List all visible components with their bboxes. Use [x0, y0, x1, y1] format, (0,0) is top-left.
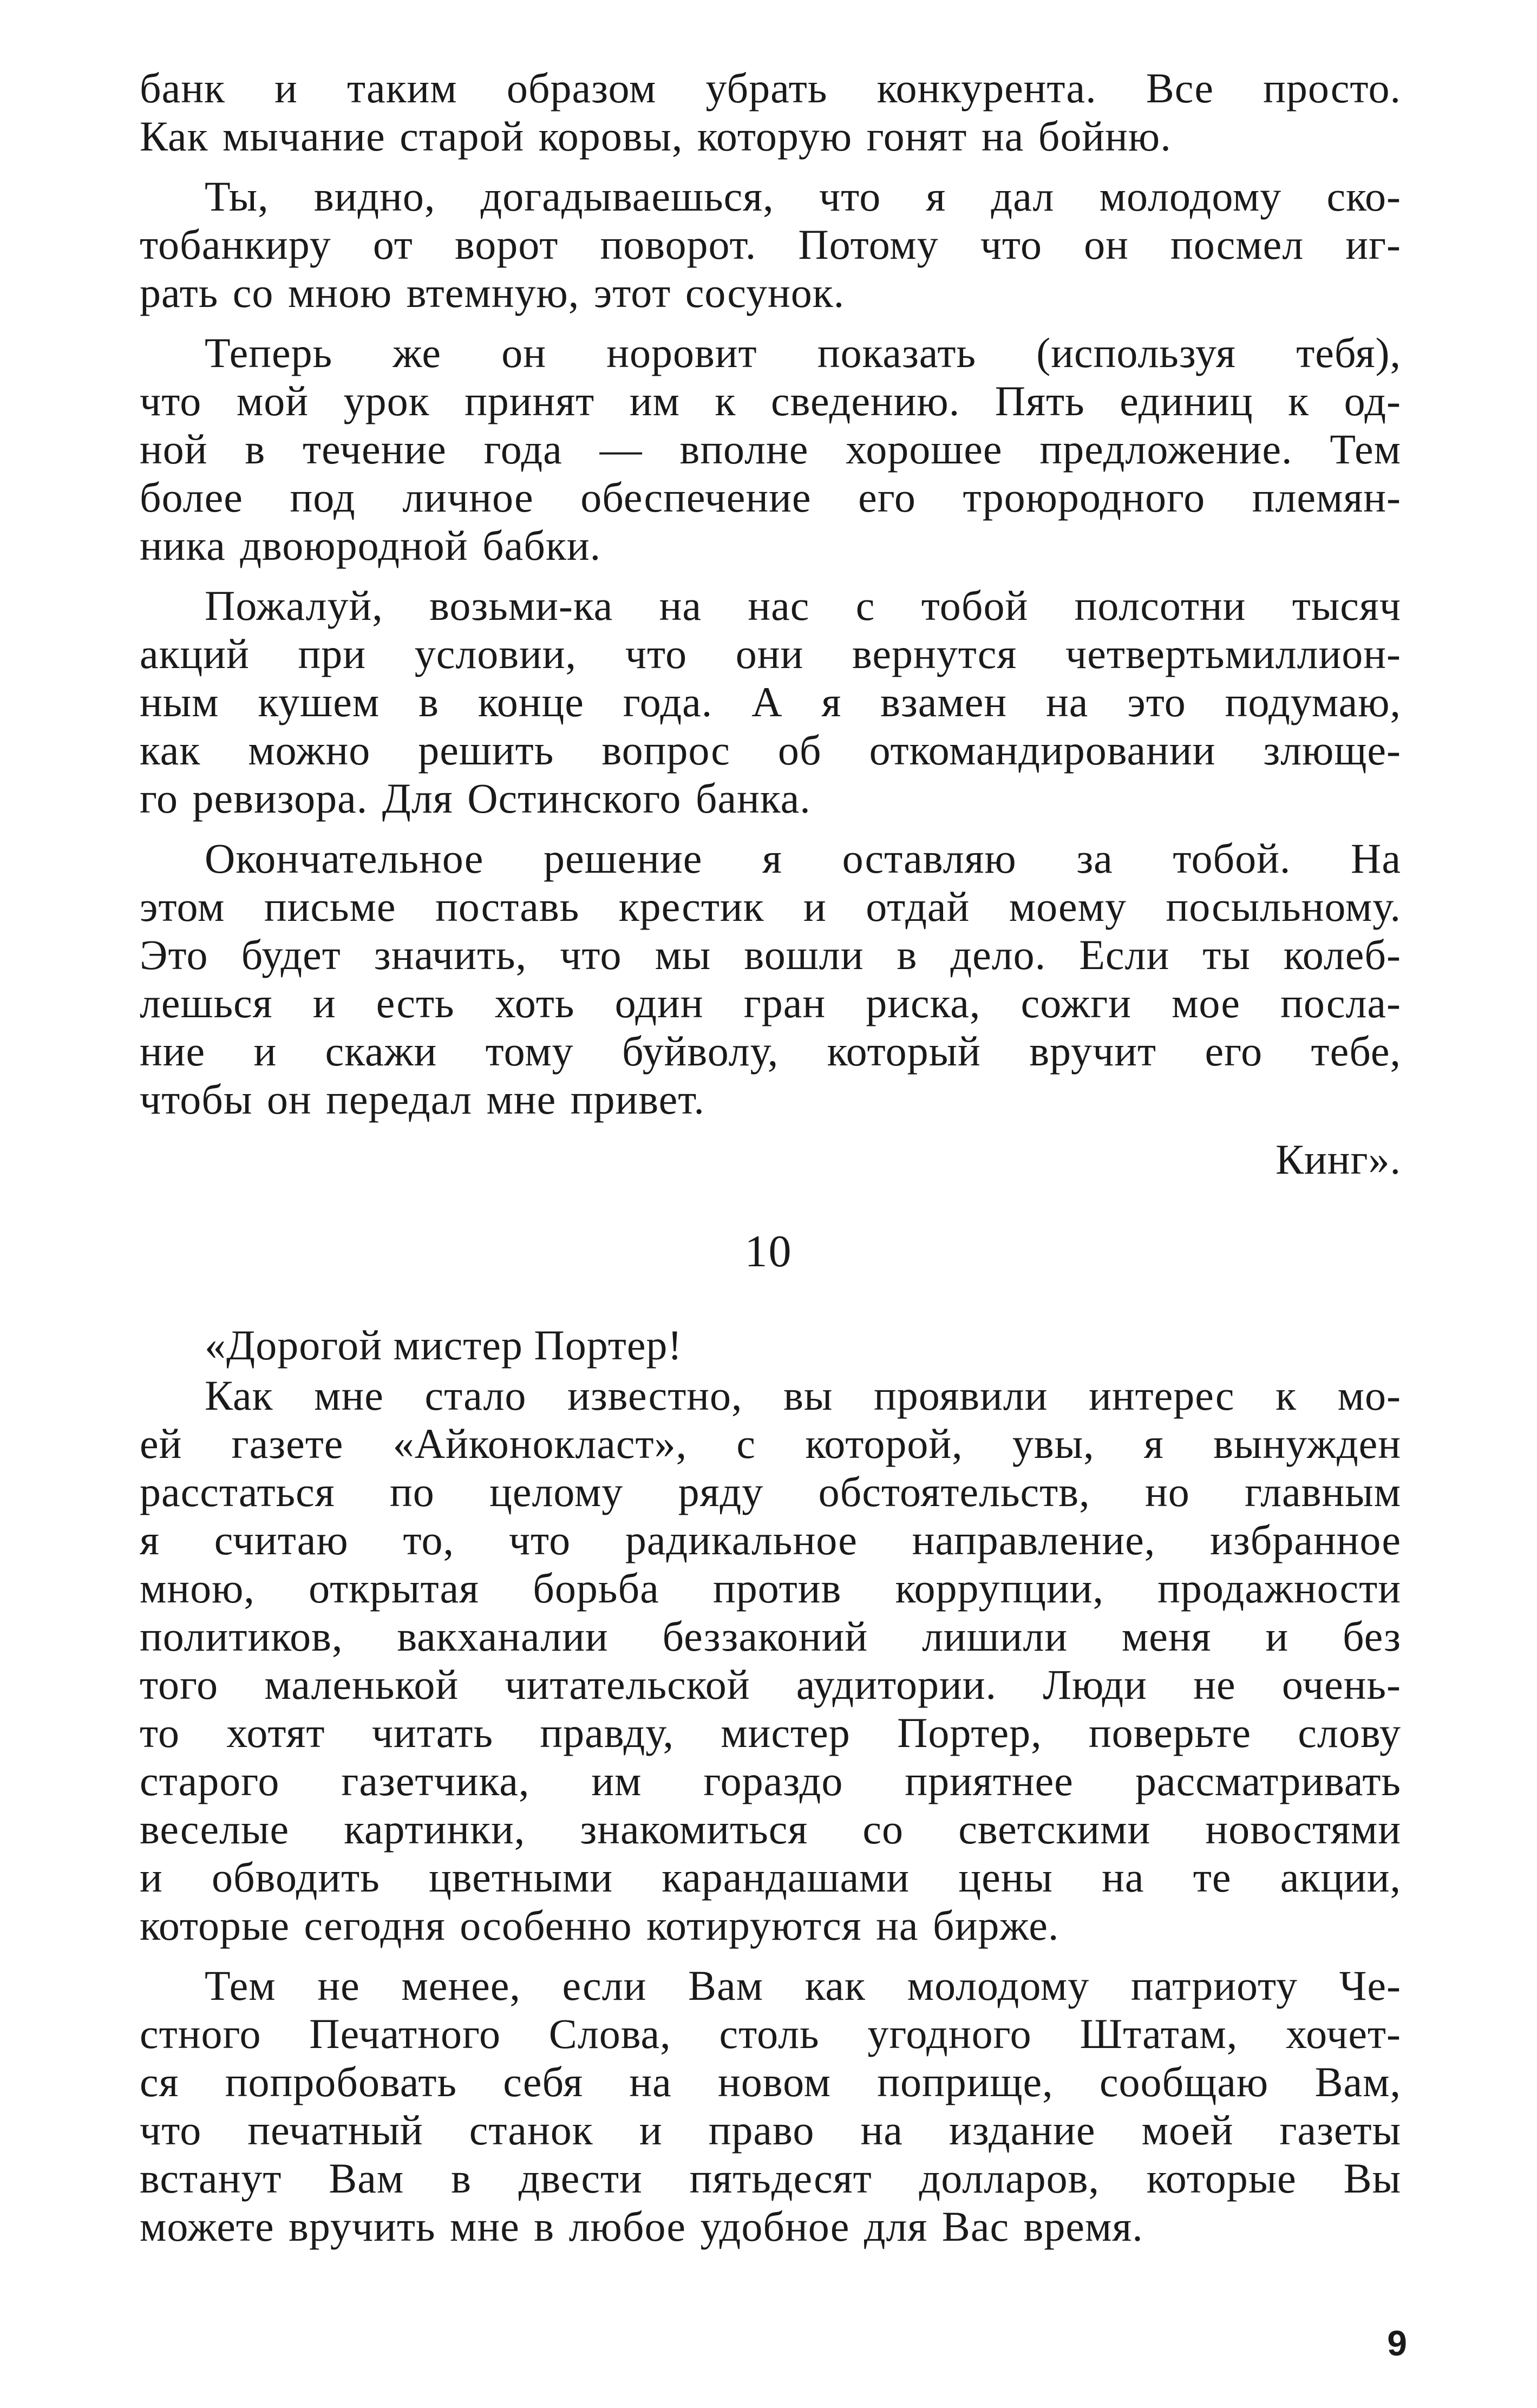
- text-line: как можно решить вопрос об откомандировании злюще-: [140, 727, 1401, 774]
- paragraph: [140, 1371, 1401, 1949]
- text-line: ние и скажи тому буйволу, который вручит его тебе,: [140, 1028, 1401, 1075]
- text-line: встанут Вам в двести пятьдесят долларов, которые Вы: [140, 2155, 1401, 2202]
- text-line: ника двоюродной бабки.: [140, 522, 601, 569]
- text-line: акций при условии, что они вернутся четвертьмиллион-: [140, 630, 1401, 677]
- paragraph: [140, 172, 1401, 317]
- paragraph: [140, 64, 1401, 160]
- text-line: расстаться по целому ряду обстоятельств, но главным: [140, 1468, 1401, 1515]
- text-line: ной в течение года — вполне хорошее предложение. Тем: [140, 426, 1401, 473]
- text-line: можете вручить мне в любое удобное для Вас время.: [140, 2203, 1143, 2250]
- text-line: Ты, видно, догадываешься, что я дал молодому ско-: [205, 173, 1401, 220]
- text-line: Пожалуй, возьми-ка на нас с тобой полсотни тысяч: [205, 582, 1401, 629]
- text-line: веселые картинки, знакомиться со светскими новостями: [140, 1805, 1401, 1853]
- paragraph: [140, 581, 1401, 822]
- text-line: лешься и есть хоть один гран риска, сожги мое посла-: [140, 979, 1401, 1026]
- text-line: Тем не менее, если Вам как молодому патриоту Че-: [205, 1962, 1401, 2009]
- paragraph: [140, 329, 1401, 570]
- text-line: тобанкиру от ворот поворот. Потому что он посмел иг-: [140, 221, 1401, 268]
- text-line: и обводить цветными карандашами цены на те акции,: [140, 1854, 1401, 1901]
- letter-2-body: [140, 1371, 1401, 2250]
- text-line: то хотят читать правду, мистер Портер, поверьте слову: [140, 1709, 1401, 1756]
- text-line: Как мне стало известно, вы проявили интерес к мо-: [205, 1372, 1401, 1419]
- paragraph: [140, 1961, 1401, 2250]
- paragraph: [140, 834, 1401, 1123]
- text-line: я считаю то, что радикальное направление, избранное: [140, 1516, 1401, 1563]
- text-line: стного Печатного Слова, столь угодного Штатам, хочет-: [140, 2010, 1401, 2057]
- text-line: Окончательное решение я оставляю за тобой. На: [205, 835, 1401, 882]
- text-line: рать со мною втемную, этот сосунок.: [140, 269, 845, 316]
- text-line: го ревизора. Для Остинского банка.: [140, 775, 811, 822]
- text-line: ным кушем в конце года. А я взамен на это подумаю,: [140, 678, 1401, 725]
- letter-greeting: «Дорогой мистер Портер!: [205, 1321, 683, 1369]
- page-number: 9: [1387, 2323, 1407, 2363]
- chapter-number: 10: [744, 1226, 793, 1277]
- text-line: ся попробовать себя на новом поприще, сообщаю Вам,: [140, 2058, 1401, 2105]
- text-line: которые сегодня особенно котируются на бирже.: [140, 1902, 1059, 1949]
- text-line: ей газете «Айконокласт», с которой, увы, я вынужден: [140, 1420, 1401, 1467]
- text-line: банк и таким образом убрать конкурента. Все просто.: [140, 64, 1401, 112]
- text-line: Теперь же он норовит показать (используя тебя),: [205, 329, 1401, 376]
- text-line: чтобы он передал мне привет.: [140, 1076, 705, 1123]
- text-line: что мой урок принят им к сведению. Пять единиц к од-: [140, 377, 1401, 424]
- text-line: что печатный станок и право на издание моей газеты: [140, 2106, 1401, 2154]
- text-line: Как мычание старой коровы, которую гонят на бойню.: [140, 113, 1172, 160]
- text-line: более под личное обеспечение его троюродного племян-: [140, 474, 1401, 521]
- text-line: того маленькой читательской аудитории. Люди не очень-: [140, 1661, 1401, 1708]
- text-line: мною, открытая борьба против коррупции, продажности: [140, 1565, 1401, 1612]
- text-line: этом письме поставь крестик и отдай моему посыльному.: [140, 883, 1401, 930]
- text-line: старого газетчика, им гораздо приятнее рассматривать: [140, 1757, 1401, 1804]
- text-line: Это будет значить, что мы вошли в дело. Если ты колеб-: [140, 931, 1401, 978]
- text-line: политиков, вакханалии беззаконий лишили меня и без: [140, 1613, 1401, 1660]
- signature: Кинг».: [1275, 1136, 1401, 1183]
- letter-2: [140, 1321, 1401, 2262]
- letter-1: [140, 64, 1401, 1183]
